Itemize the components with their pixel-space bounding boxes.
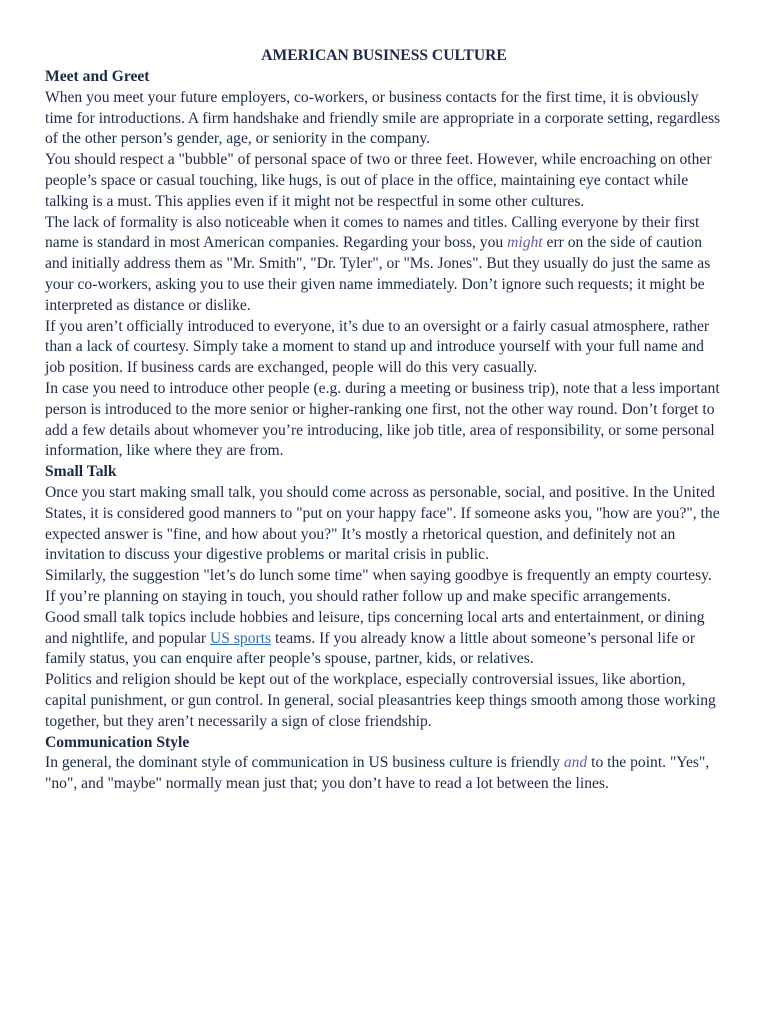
section-small-talk: [45, 462, 723, 732]
section-heading: Meet and Greet: [45, 68, 150, 85]
paragraph: Once you start making small talk, you should come across as personable, social, and positive. In the United States, it is considered good manners to "put on your happy face". If someone asks you, "how are you?", the expected answer is "fine, and how about you?" It’s mostly a rhetorical question, and definitely not an invitation to discuss your digestive problems or marital crisis in public.: [45, 483, 720, 564]
paragraph-text: err on the side of caution and initially address them as "Mr. Smith", "Dr. Tyler", or "Ms. Jones". But they usually do just the same as your co-workers, asking you to use their given name immediately. Don’t ignore such requests; it might be interpreted as distance or dislike.: [45, 234, 711, 314]
section-heading: Small Talk: [45, 463, 117, 481]
paragraph: In case you need to introduce other people (e.g. during a meeting or business trip), note that a less important person is introduced to the more senior or higher-ranking one first, not the other way round. Don’t forget to add a few details about whomever you’re introducing, like job title, area of responsibility, or some personal information, like where they are from.: [45, 379, 720, 460]
paragraph: [45, 753, 723, 795]
paragraph-text: Good small talk topics include hobbies and leisure, tips concerning local arts and entertainment, or dining and nightlife, and popular: [45, 608, 705, 647]
paragraph-text: In general, the dominant style of communication in US business culture is friendly: [45, 754, 564, 772]
paragraph: If you aren’t officially introduced to everyone, it’s due to an oversight or a fairly casual atmosphere, rather than a lack of courtesy. Simply take a moment to stand up and introduce yourself with your full name and job position. If business cards are exchanged, people will do this very casually.: [45, 317, 710, 377]
section-heading: Communication Style: [45, 733, 190, 751]
document-title: AMERICAN BUSINESS CULTURE: [261, 47, 507, 64]
emphasis-text: might: [507, 234, 543, 252]
emphasis-text: and: [563, 754, 588, 772]
document-page: [45, 46, 723, 795]
paragraph: You should respect a "bubble" of personal space of two or three feet. However, while encroaching on other people’s space or casual touching, like hugs, is out of place in the office, maintaining eye contact while talking is a must. This applies even if it might not be respectful in some other cultures.: [45, 151, 712, 210]
section-communication-style: [45, 733, 723, 795]
paragraph-text: to the point. "Yes", "no", and "maybe" normally mean just that; you don’t have to read a lot between the lines.: [45, 754, 710, 793]
paragraph: [45, 213, 723, 317]
paragraph: [45, 608, 723, 670]
paragraph-text: The lack of formality is also noticeable when it comes to names and titles. Calling everyone by their first name is standard in most American companies. Regarding your boss, you: [45, 213, 700, 252]
paragraph-text: teams. If you already know a little about someone’s personal life or family status, you can enquire after people’s spouse, partner, kids, or relatives.: [45, 629, 696, 668]
paragraph: Politics and religion should be kept out of the workplace, especially controversial issues, like abortion, capital punishment, or gun control. In general, social pleasantries keep things smooth among those working together, but they aren’t necessarily a sign of close friendship.: [45, 671, 716, 730]
paragraph: Similarly, the suggestion "let’s do lunch some time" when saying goodbye is frequently an empty courtesy. If you’re planning on staying in touch, you should rather follow up and make specific arrangements.: [45, 567, 712, 605]
paragraph: When you meet your future employers, co-workers, or business contacts for the first time, it is obviously time for introductions. A firm handshake and friendly smile are appropriate in a corporate setting, regardless of the other person’s gender, age, or seniority in the company.: [45, 88, 721, 148]
section-meet-and-greet: [45, 67, 723, 462]
us-sports-link[interactable]: US sports: [210, 629, 272, 647]
